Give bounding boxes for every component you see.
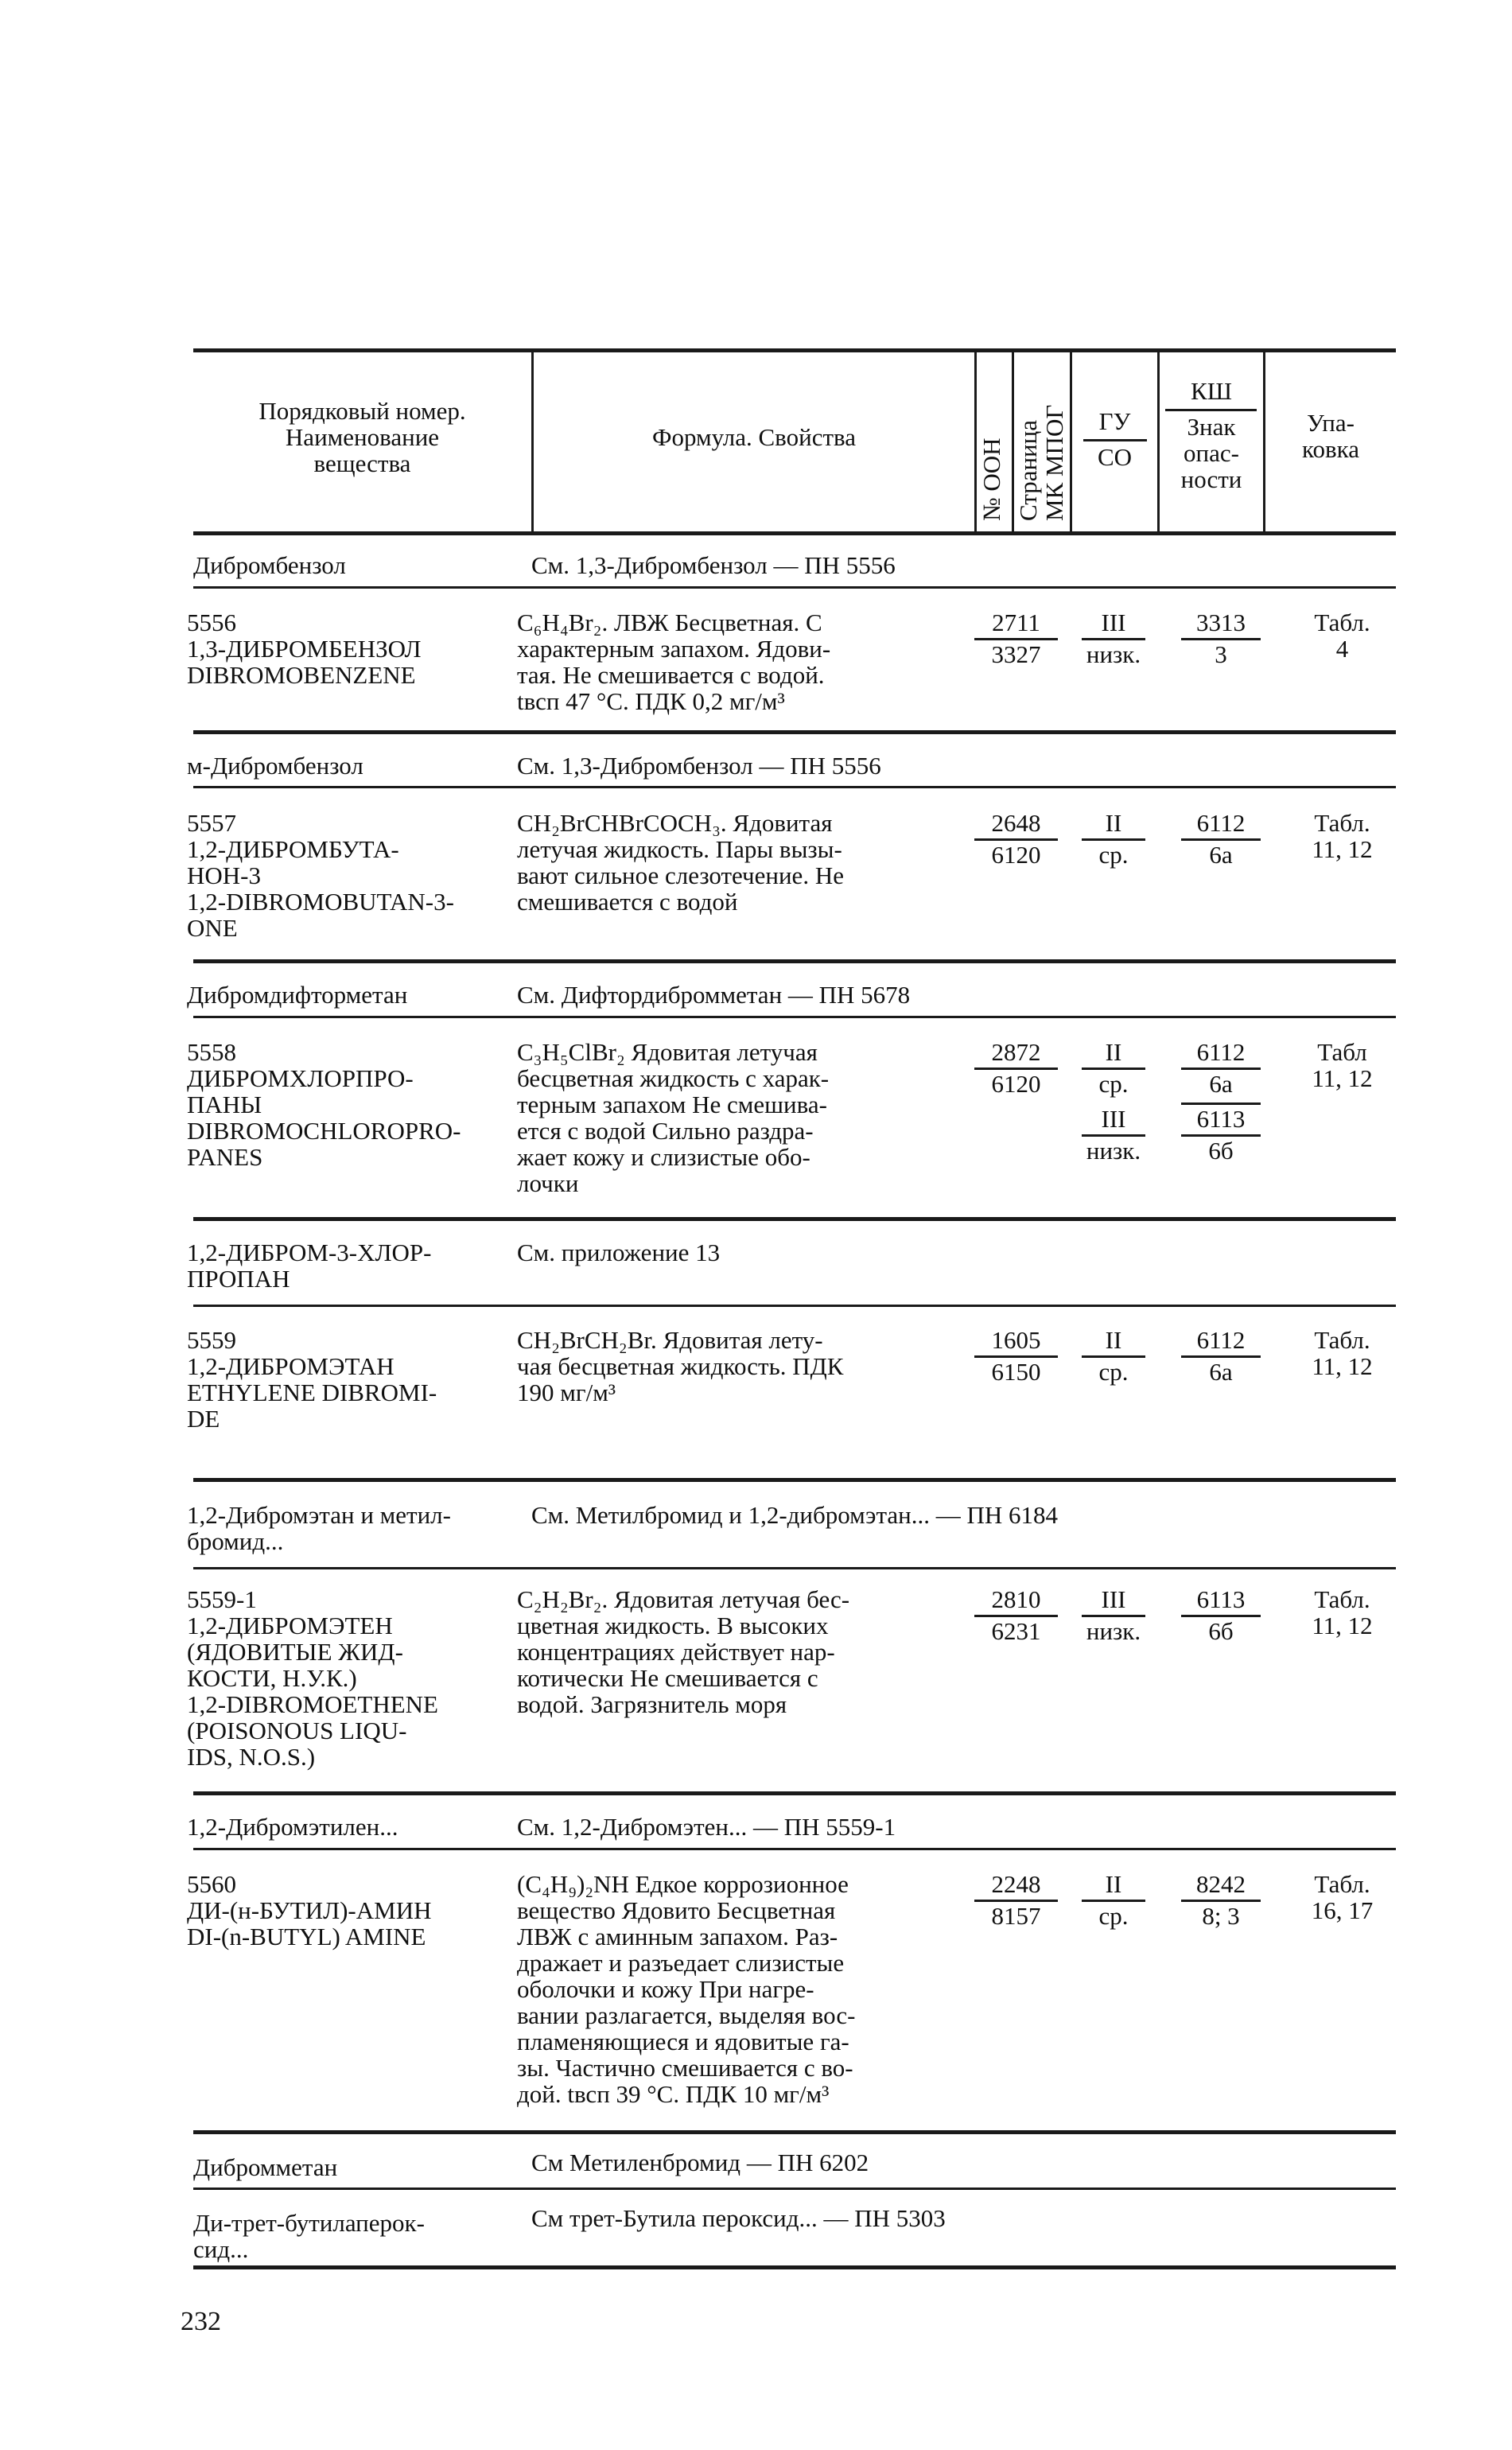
- row-separator: [193, 1848, 1396, 1850]
- header-un-number: № ООН: [978, 438, 1005, 521]
- ksh-value: 8242: [1196, 1870, 1246, 1898]
- un-number: 2711: [992, 609, 1040, 636]
- co-value: ср.: [1098, 1070, 1129, 1098]
- co-value: низк.: [1086, 1617, 1141, 1645]
- row-name: 1,2-ДИБРОМ-3-ХЛОР- ПРОПАН: [187, 1239, 432, 1293]
- packaging-value: Табл. 11, 12: [1312, 1326, 1373, 1380]
- page-number: 232: [181, 2307, 221, 2336]
- mk-page: 8157: [991, 1902, 1041, 1930]
- gu-value: III: [1101, 1105, 1126, 1133]
- mk-page: 6120: [991, 1070, 1041, 1098]
- header-packaging: Упа- ковка: [1302, 409, 1359, 463]
- header-hazard-sign: Знак опас- ности: [1180, 413, 1242, 493]
- row-name: 5558 ДИБРОМХЛОРПРО- ПАНЫ DIBROMOCHLOROPRO- PANES: [187, 1038, 461, 1171]
- row-name: 1,2-Дибромэтилен...: [187, 1813, 398, 1841]
- hazard-sign-value: 6а: [1209, 1358, 1233, 1386]
- un-number: 2810: [991, 1585, 1041, 1613]
- row-separator: [193, 1791, 1396, 1795]
- table-top-rule: [193, 348, 1396, 352]
- header-name-column: Порядковый номер. Наименование вещества: [258, 397, 466, 477]
- row-name: 5559 1,2-ДИБРОМЭТАН ETHYLENE DIBROMI- DE: [187, 1326, 437, 1433]
- un-number: 2248: [991, 1870, 1041, 1898]
- packaging-value: Табл. 11, 12: [1312, 809, 1373, 863]
- co-value: низк.: [1086, 640, 1141, 668]
- hazard-sign-value: 6б: [1208, 1137, 1234, 1165]
- header-gu: ГУ: [1098, 407, 1131, 435]
- row-separator: [193, 1567, 1396, 1569]
- hazard-sign-value: 3: [1215, 640, 1227, 668]
- row-name: 5559-1 1,2-ДИБРОМЭТЕН (ЯДОВИТЫЕ ЖИД- КОСТИ, Н.У.К.) 1,2-DIBROMOETHENE (POISONOUS LIQU- IDS, N.O.S.): [187, 1585, 438, 1771]
- row-description: C₃H₅ClBr₂ Ядовитая летучая бесцветная жидкость с харак- терным запахом Не смешива- ется с водой Сильно раздра- жает кожу и слизистые обо- лочки: [517, 1038, 830, 1197]
- row-name: Дибромметан: [193, 2153, 338, 2181]
- row-description: См. 1,3-Дибромбензол — ПН 5556: [517, 752, 881, 780]
- un-number: 2872: [991, 1038, 1041, 1066]
- un-number: 1605: [991, 1326, 1041, 1354]
- mk-page: 6231: [991, 1617, 1041, 1645]
- mk-page: 3327: [991, 640, 1041, 668]
- co-value: ср.: [1098, 1358, 1129, 1386]
- row-name: Дибромдифторметан: [187, 981, 408, 1009]
- mk-page: 6150: [991, 1358, 1041, 1386]
- row-separator: [193, 730, 1396, 734]
- row-separator: [193, 1016, 1396, 1018]
- gu-value: III: [1101, 609, 1126, 636]
- gu-value: II: [1105, 1326, 1122, 1354]
- row-name: 5556 1,3-ДИБРОМБЕНЗОЛ DIBROMOBENZENE: [187, 609, 422, 689]
- co-value: ср.: [1098, 841, 1129, 869]
- row-description: См. 1,3-Дибромбензол — ПН 5556: [531, 551, 896, 579]
- row-description: CH₂BrCHBrCOCH₃. Ядовитая летучая жидкость. Пары вызы- вают сильное слезотечение. Не смешивается с водой: [517, 809, 844, 916]
- row-separator: [193, 786, 1396, 788]
- row-separator: [193, 1305, 1396, 1307]
- ksh-value: 6113: [1196, 1585, 1246, 1613]
- header-divider: [974, 350, 977, 533]
- row-description: См. приложение 13: [517, 1239, 721, 1266]
- co-value: ср.: [1098, 1902, 1129, 1930]
- hazard-sign-value: 6а: [1209, 1070, 1233, 1098]
- row-description: См. Дифтордибромметан — ПН 5678: [517, 981, 911, 1009]
- row-name: 5560 ДИ-(н-БУТИЛ)-АМИН DI-(n-BUTYL) AMINE: [187, 1870, 432, 1950]
- packaging-value: Табл 11, 12: [1312, 1038, 1373, 1092]
- header-formula-column: Формула. Свойства: [652, 423, 856, 451]
- row-description: C₆H₄Br₂. ЛВЖ Бесцветная. С характерным запахом. Ядови- тая. Не смешивается с водой. tвсп 47 °С. ПДК 0,2 мг/м³: [517, 609, 831, 715]
- row-description: См. 1,2-Дибромэтен... — ПН 5559-1: [517, 1813, 896, 1841]
- ksh-value: 3313: [1196, 609, 1246, 636]
- hazard-sign-value: 6а: [1209, 841, 1233, 869]
- header-gu-divider: [1083, 439, 1147, 441]
- row-description: (C₄H₉)₂NH Едкое коррозионное вещество Ядовито Бесцветная ЛВЖ с аминным запахом. Раз- дражает и разъедает слизистые оболочки и кожу При нагре- вании разлагается, выделяя вос- пламеняющиеся и ядовитые га- зы. Частично смешивается с во- дой. tвсп 39 °С. ПДК 10 мг/м³: [517, 1870, 856, 2108]
- ksh-value: 6113: [1196, 1105, 1246, 1133]
- row-separator: [193, 1217, 1396, 1221]
- row-separator: [193, 2130, 1396, 2134]
- row-separator: [193, 959, 1396, 963]
- row-description: C₂H₂Br₂. Ядовитая летучая бес- цветная жидкость. В высоких концентрациях действует нар- котически Не смешивается с водой. Загрязнитель моря: [517, 1585, 850, 1718]
- un-number: 2648: [991, 809, 1041, 837]
- mk-page: 6120: [991, 841, 1041, 869]
- row-description: CH₂BrCH₂Br. Ядовитая лету- чая бесцветная жидкость. ПДК 190 мг/м³: [517, 1326, 844, 1406]
- row-description: См. Метилбромид и 1,2-дибромэтан... — ПН 6184: [531, 1501, 1059, 1529]
- row-separator: [193, 1478, 1396, 1482]
- gu-value: II: [1105, 1870, 1122, 1898]
- row-name: 5557 1,2-ДИБРОМБУТА- НОН-3 1,2-DIBROMOBUTAN-3- ONE: [187, 809, 454, 942]
- row-name: Дибромбензол: [193, 551, 346, 579]
- gu-value: II: [1105, 809, 1122, 837]
- hazard-sign-value: 6б: [1208, 1617, 1234, 1645]
- header-divider: [1070, 350, 1072, 533]
- row-description: См трет-Бутила пероксид... — ПН 5303: [531, 2204, 946, 2232]
- header-co: СО: [1097, 443, 1133, 471]
- ksh-value: 6112: [1196, 1038, 1246, 1066]
- ksh-value: 6112: [1196, 1326, 1246, 1354]
- packaging-value: Табл. 4: [1314, 609, 1370, 663]
- gu-value: II: [1105, 1038, 1122, 1066]
- packaging-value: Табл. 11, 12: [1312, 1585, 1373, 1639]
- co-value: низк.: [1086, 1137, 1141, 1165]
- row-name: м-Дибромбензол: [187, 752, 363, 780]
- packaging-value: Табл. 16, 17: [1311, 1870, 1374, 1924]
- row-name: Ди-трет-бутилаперок- сид...: [193, 2209, 425, 2263]
- ksh-value: 6112: [1196, 809, 1246, 837]
- gu-value: III: [1101, 1585, 1126, 1613]
- row-name: 1,2-Дибромэтан и метил- бромид...: [187, 1501, 451, 1555]
- header-bottom-rule: [193, 531, 1396, 535]
- header-ksh-divider: [1165, 409, 1257, 411]
- row-separator: [193, 2188, 1396, 2190]
- table-bottom-rule: [193, 2265, 1396, 2269]
- header-page-mk-mpog: Страница МК МПОГ: [1014, 404, 1068, 521]
- row-description: См Метиленбромид — ПН 6202: [531, 2149, 869, 2176]
- hazard-sign-value: 8; 3: [1202, 1902, 1240, 1930]
- row-separator: [193, 586, 1396, 589]
- header-ksh: КШ: [1191, 377, 1232, 405]
